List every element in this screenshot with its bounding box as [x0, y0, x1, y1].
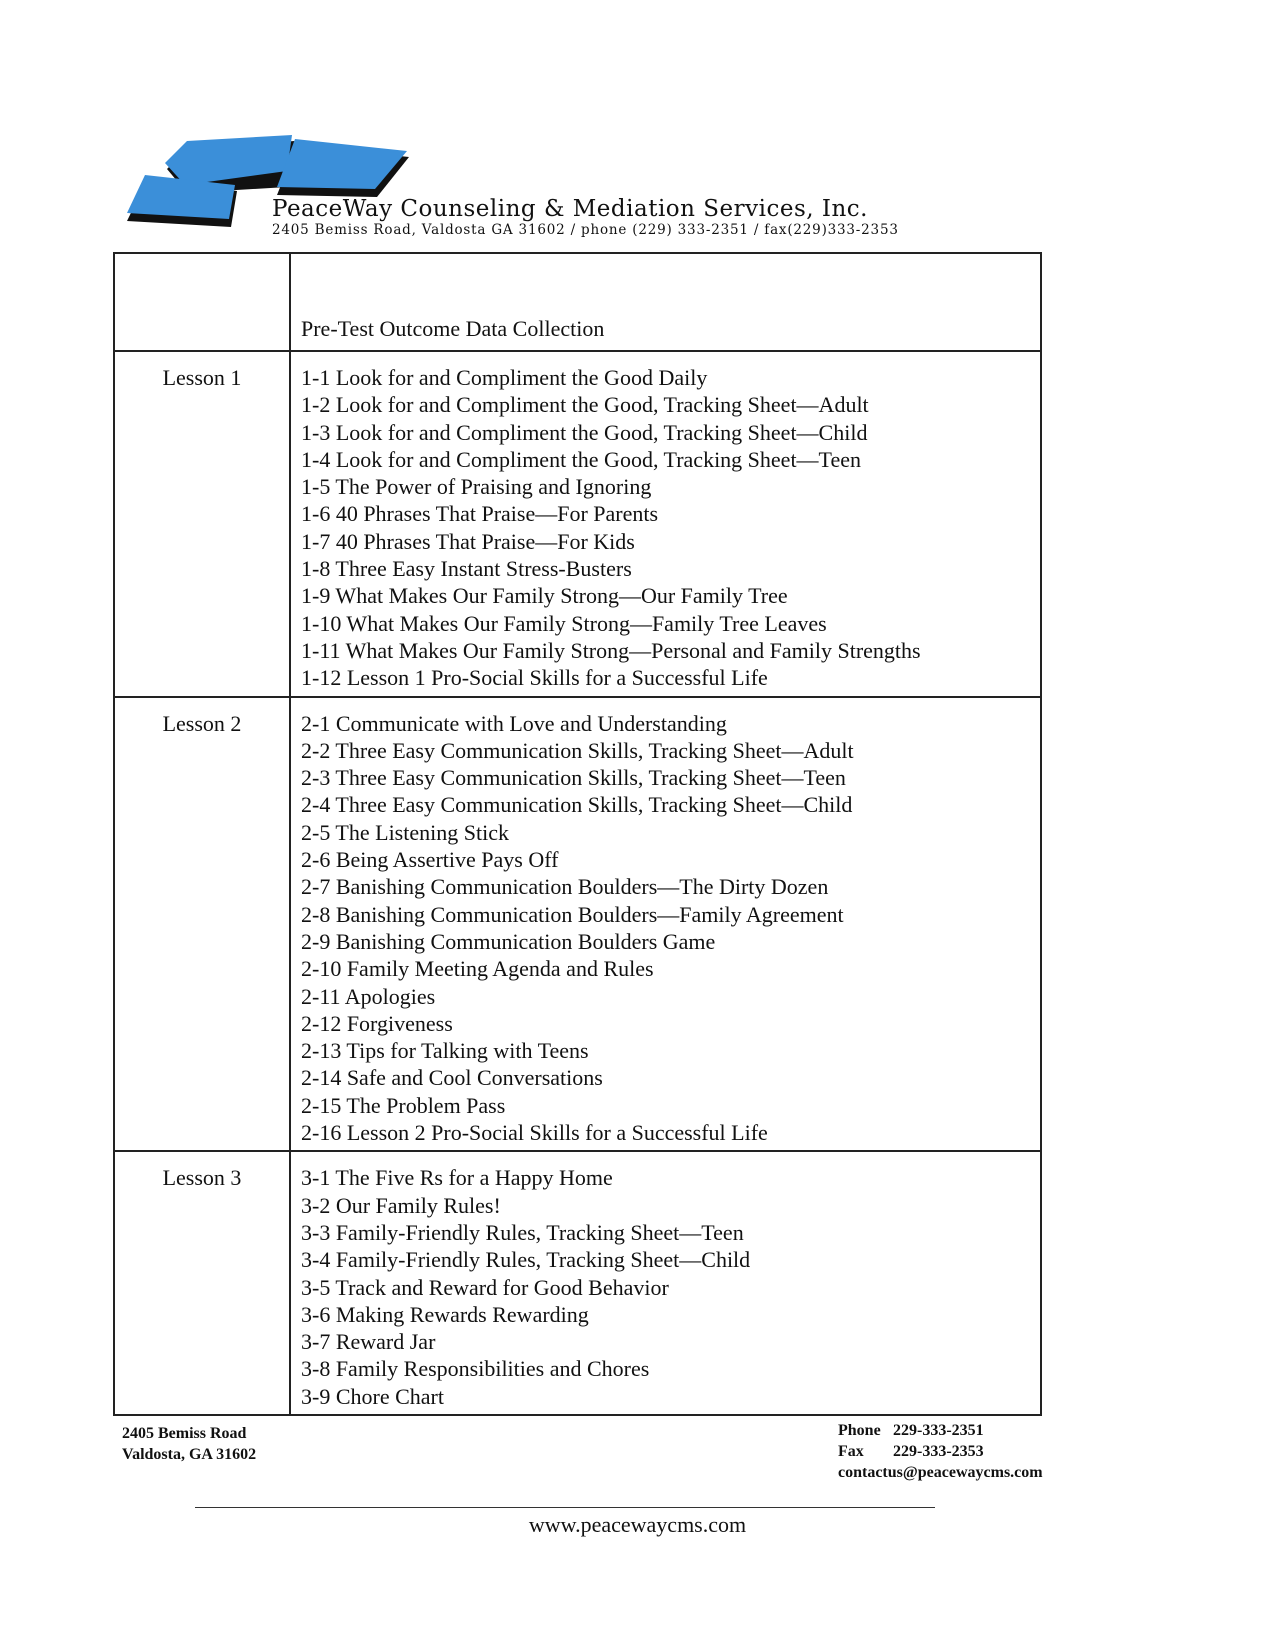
fax-number: 229-333-2353	[893, 1443, 984, 1460]
list-item: 3-4 Family-Friendly Rules, Tracking Sheet—Child	[301, 1247, 751, 1273]
list-item: 1-11 What Makes Our Family Strong—Personal and Family Strengths	[301, 637, 921, 663]
list-item: 1-2 Look for and Compliment the Good, Tracking Sheet—Adult	[301, 392, 869, 418]
list-item: 2-2 Three Easy Communication Skills, Tracking Sheet—Adult	[301, 737, 854, 763]
list-item: 1-4 Look for and Compliment the Good, Tracking Sheet—Teen	[301, 446, 861, 472]
list-item: 1-10 What Makes Our Family Strong—Family Tree Leaves	[301, 610, 827, 636]
phone-label: Phone	[838, 1422, 881, 1439]
email-link[interactable]: contactus@peacewaycms.com	[838, 1464, 1043, 1481]
lesson-label: Lesson 2	[114, 697, 290, 1152]
header-address: 2405 Bemiss Road, Valdosta GA 31602 / phone (229) 333-2351 / fax(229)333-2353	[272, 222, 899, 238]
lesson-row	[114, 1151, 1041, 1415]
list-item: 3-6 Making Rewards Rewarding	[301, 1301, 589, 1327]
footer-city: Valdosta, GA 31602	[122, 1446, 257, 1463]
list-item: 3-8 Family Responsibilities and Chores	[301, 1356, 650, 1382]
fax-label: Fax	[838, 1443, 864, 1460]
list-item: 2-14 Safe and Cool Conversations	[301, 1065, 603, 1091]
website-link[interactable]: www.peacewaycms.com	[528, 1512, 747, 1537]
list-item: 2-3 Three Easy Communication Skills, Tracking Sheet—Teen	[301, 765, 846, 791]
lesson-items	[290, 697, 1041, 1152]
list-item: 2-12 Forgiveness	[301, 1010, 453, 1036]
phone-number: 229-333-2351	[893, 1422, 984, 1439]
lesson-row	[114, 351, 1041, 697]
list-item: 2-11 Apologies	[301, 983, 436, 1009]
footer-address	[122, 1423, 256, 1465]
list-item: 1-5 The Power of Praising and Ignoring	[301, 474, 652, 500]
lesson-items	[290, 1151, 1041, 1415]
lesson-table	[113, 252, 1042, 1416]
list-item: 1-9 What Makes Our Family Strong—Our Family Tree	[301, 583, 788, 609]
list-item: 2-7 Banishing Communication Boulders—The Dirty Dozen	[301, 874, 829, 900]
list-item: 3-3 Family-Friendly Rules, Tracking Sheet—Teen	[301, 1219, 744, 1245]
list-item: 2-4 Three Easy Communication Skills, Tracking Sheet—Child	[301, 792, 853, 818]
list-item: 1-12 Lesson 1 Pro-Social Skills for a Successful Life	[301, 665, 768, 691]
list-item: 3-9 Chore Chart	[301, 1383, 444, 1409]
list-item: 2-5 The Listening Stick	[301, 819, 509, 845]
footer-street: 2405 Bemiss Road	[122, 1425, 247, 1442]
footer-contact	[838, 1420, 1043, 1483]
table-title: Pre-Test Outcome Data Collection	[290, 253, 1041, 351]
list-item: 3-5 Track and Reward for Good Behavior	[301, 1274, 669, 1300]
list-item: 2-16 Lesson 2 Pro-Social Skills for a Successful Life	[301, 1120, 768, 1146]
list-item: 2-9 Banishing Communication Boulders Game	[301, 928, 716, 954]
list-item: 1-8 Three Easy Instant Stress-Busters	[301, 556, 632, 582]
lesson-label: Lesson 1	[114, 351, 290, 697]
list-item: 2-13 Tips for Talking with Teens	[301, 1038, 589, 1064]
lesson-row	[114, 697, 1041, 1152]
lesson-label: Lesson 3	[114, 1151, 290, 1415]
list-item: 3-1 The Five Rs for a Happy Home	[301, 1165, 613, 1191]
list-item: 1-7 40 Phrases That Praise—For Kids	[301, 528, 635, 554]
list-item: 2-1 Communicate with Love and Understanding	[301, 710, 727, 736]
list-item: 1-6 40 Phrases That Praise—For Parents	[301, 501, 659, 527]
footer-divider	[195, 1507, 935, 1508]
list-item: 1-3 Look for and Compliment the Good, Tracking Sheet—Child	[301, 419, 868, 445]
company-name: PeaceWay Counseling & Mediation Services, Inc.	[272, 196, 868, 222]
list-item: 2-6 Being Assertive Pays Off	[301, 847, 559, 873]
list-item: 3-7 Reward Jar	[301, 1329, 436, 1355]
list-item: 3-2 Our Family Rules!	[301, 1192, 501, 1218]
lesson-items	[290, 351, 1041, 697]
list-item: 2-15 The Problem Pass	[301, 1092, 506, 1118]
list-item: 1-1 Look for and Compliment the Good Daily	[301, 365, 708, 390]
list-item: 2-10 Family Meeting Agenda and Rules	[301, 956, 654, 982]
table-header-row	[114, 253, 1041, 351]
list-item: 2-8 Banishing Communication Boulders—Family Agreement	[301, 901, 844, 927]
